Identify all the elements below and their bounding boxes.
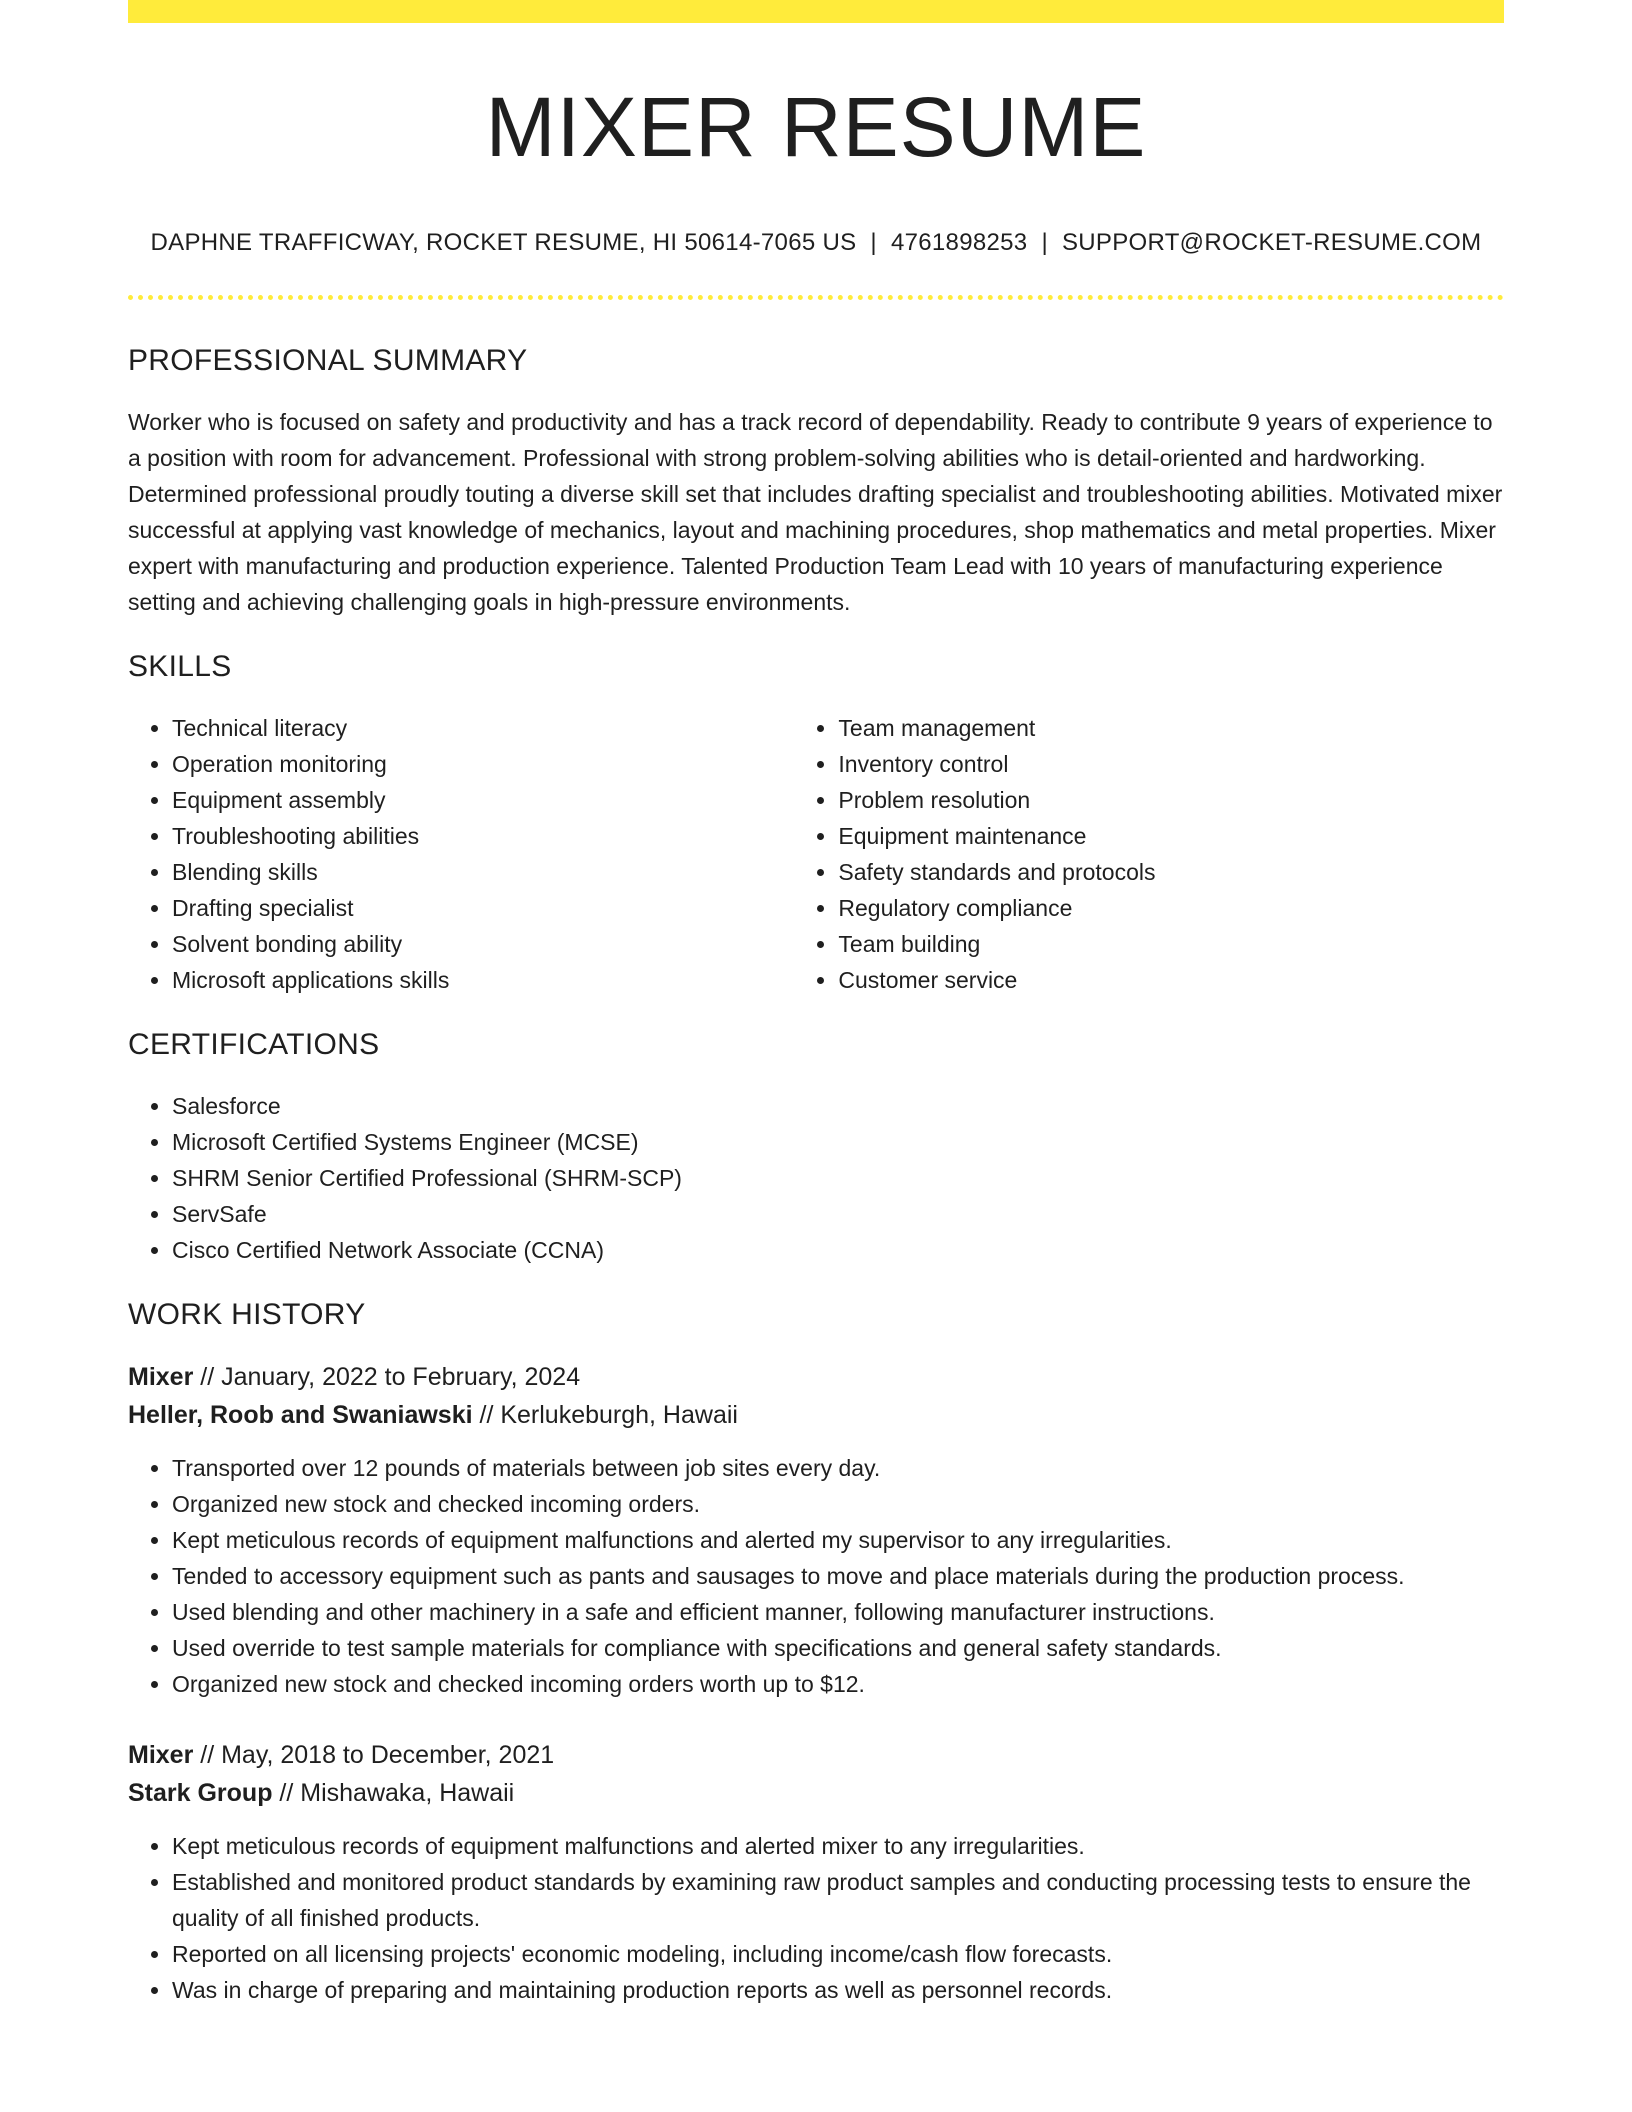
contact-phone: 4761898253	[890, 229, 1028, 257]
job-dates: // January, 2022 to February, 2024	[193, 1363, 581, 1392]
job-bullet: • Tended to accessory equipment such as pants and sausages to move and place materials during the production process.	[172, 1558, 1504, 1594]
skills-section	[128, 650, 1504, 998]
job-company-line	[128, 1774, 1504, 1812]
skill-item: • Technical literacy	[172, 710, 794, 746]
skills-list-right	[794, 710, 1504, 998]
certification-item: • SHRM Senior Certified Professional (SHRM-SCP)	[172, 1160, 1504, 1196]
accent-top-bar	[128, 0, 1504, 23]
job-company: Stark Group	[128, 1779, 273, 1808]
skill-item: • Drafting specialist	[172, 890, 794, 926]
skill-item: • Team building	[838, 926, 1504, 962]
contact-email: SUPPORT@ROCKET-RESUME.COM	[1061, 229, 1482, 257]
job-location: // Mishawaka, Hawaii	[272, 1779, 515, 1808]
summary-heading: PROFESSIONAL SUMMARY	[128, 344, 528, 378]
job-company-line	[128, 1396, 1504, 1434]
certification-item: • Cisco Certified Network Associate (CCNA)	[172, 1232, 1504, 1268]
skill-item: • Inventory control	[838, 746, 1504, 782]
resume-title: MIXER RESUME	[485, 80, 1147, 174]
job-bullet: • Established and monitored product standards by examining raw product samples and conducting processing tests to ensure the quality of all finished products.	[172, 1864, 1504, 1936]
skill-item: • Operation monitoring	[172, 746, 794, 782]
job-bullet: • Transported over 12 pounds of materials between job sites every day.	[172, 1450, 1504, 1486]
job-bullet: • Organized new stock and checked incoming orders worth up to $12.	[172, 1666, 1504, 1702]
work-history-heading: WORK HISTORY	[128, 1298, 366, 1332]
skill-item: • Team management	[838, 710, 1504, 746]
skills-grid	[128, 710, 1504, 998]
job-bullet: • Used override to test sample materials for compliance with specifications and general safety standards.	[172, 1630, 1504, 1666]
job-bullet: • Organized new stock and checked incoming orders.	[172, 1486, 1504, 1522]
skill-item: • Microsoft applications skills	[172, 962, 794, 998]
skills-heading: SKILLS	[128, 650, 232, 684]
certification-item: • ServSafe	[172, 1196, 1504, 1232]
certifications-list	[128, 1088, 1504, 1268]
skill-item: • Solvent bonding ability	[172, 926, 794, 962]
job-title-line	[128, 1736, 1504, 1774]
job-bullet: • Was in charge of preparing and maintaining production reports as well as personnel records.	[172, 1972, 1504, 2008]
job-entry	[128, 1358, 1504, 1702]
contact-separator: |	[870, 229, 877, 257]
job-title-line	[128, 1358, 1504, 1396]
skill-item: • Equipment maintenance	[838, 818, 1504, 854]
certification-item: • Microsoft Certified Systems Engineer (MCSE)	[172, 1124, 1504, 1160]
dotted-divider	[128, 295, 1504, 300]
job-bullet: • Used blending and other machinery in a safe and efficient manner, following manufacturer instructions.	[172, 1594, 1504, 1630]
job-entry	[128, 1736, 1504, 2008]
job-bullets	[128, 1450, 1504, 1702]
job-dates: // May, 2018 to December, 2021	[193, 1741, 555, 1770]
job-title: Mixer	[128, 1741, 194, 1770]
skill-item: • Safety standards and protocols	[838, 854, 1504, 890]
certification-item: • Salesforce	[172, 1088, 1504, 1124]
job-bullet: • Kept meticulous records of equipment malfunctions and alerted my supervisor to any irregularities.	[172, 1522, 1504, 1558]
skill-item: • Customer service	[838, 962, 1504, 998]
skill-item: • Equipment assembly	[172, 782, 794, 818]
job-bullets	[128, 1828, 1504, 2008]
job-title: Mixer	[128, 1363, 194, 1392]
contact-address: DAPHNE TRAFFICWAY, ROCKET RESUME, HI 50614-7065 US	[150, 229, 857, 257]
certifications-section	[128, 1028, 1504, 1268]
work-history-section	[128, 1298, 1504, 2008]
contact-separator: |	[1041, 229, 1048, 257]
job-company: Heller, Roob and Swaniawski	[128, 1401, 473, 1430]
job-bullet: • Reported on all licensing projects' economic modeling, including income/cash flow forecasts.	[172, 1936, 1504, 1972]
skill-item: • Problem resolution	[838, 782, 1504, 818]
skill-item: • Troubleshooting abilities	[172, 818, 794, 854]
summary-text: Worker who is focused on safety and productivity and has a track record of dependability. Ready to contribute 9 years of experience to a position with room for advancement. Professional with strong problem-solving abilities who is detail-oriented and hardworking. Determined professional proudly touting a diverse skill set that includes drafting specialist and troubleshooting abilities. Motivated mixer successful at applying vast knowledge of mechanics, layout and machining procedures, shop mathematics and metal properties. Mixer expert with manufacturing and production experience. Talented Production Team Lead with 10 years of manufacturing experience setting and achieving challenging goals in high-pressure environments.	[128, 409, 1503, 616]
contact-line	[128, 229, 1504, 257]
skill-item: • Regulatory compliance	[838, 890, 1504, 926]
job-bullet: • Kept meticulous records of equipment malfunctions and alerted mixer to any irregularities.	[172, 1828, 1504, 1864]
certifications-heading: CERTIFICATIONS	[128, 1028, 380, 1062]
summary-section	[128, 344, 1504, 620]
skill-item: • Blending skills	[172, 854, 794, 890]
resume-page	[128, 0, 1504, 2008]
job-location: // Kerlukeburgh, Hawaii	[472, 1401, 738, 1430]
skills-list-left	[128, 710, 794, 998]
